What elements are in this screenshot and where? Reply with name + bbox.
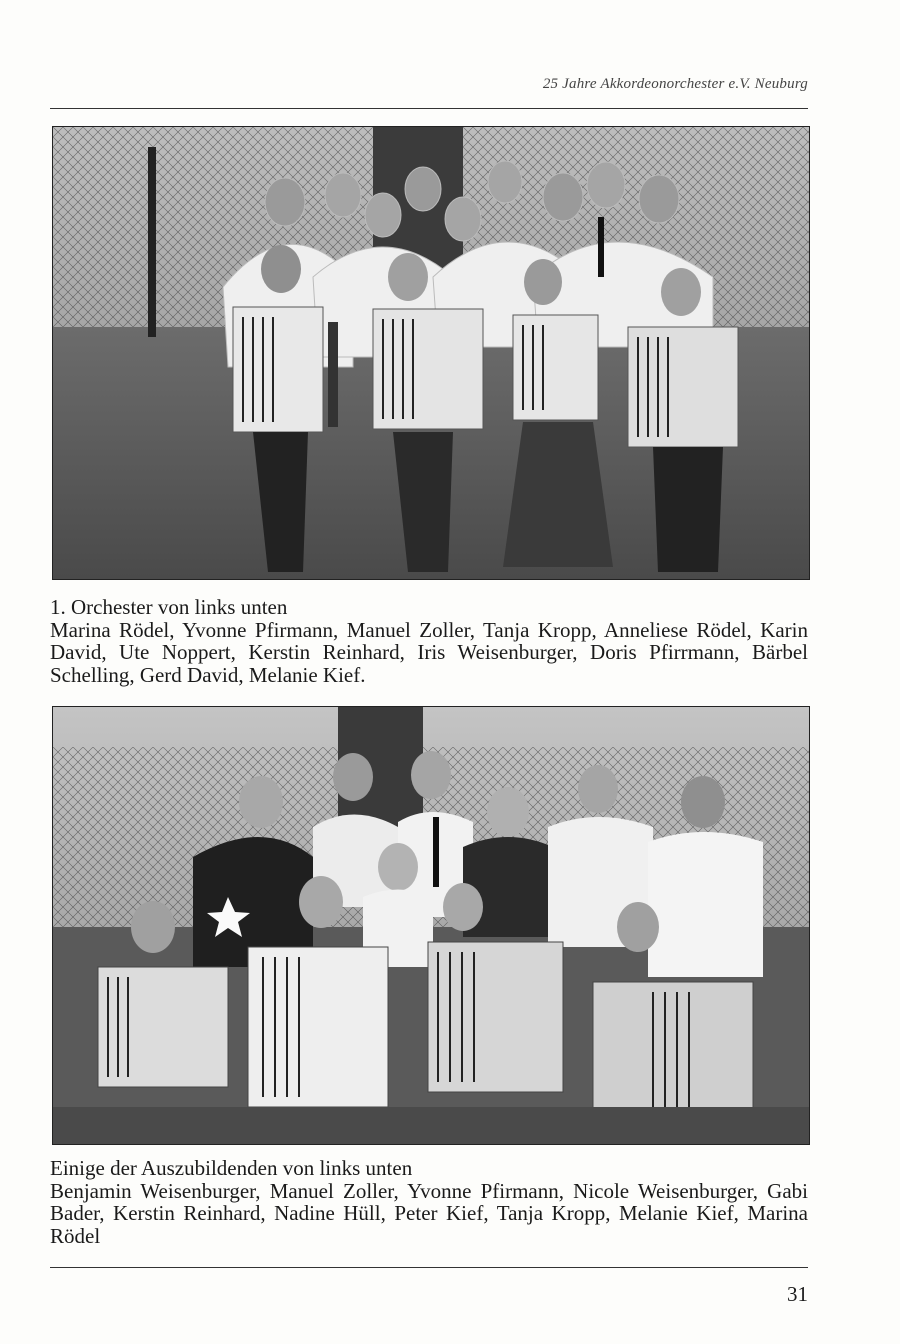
caption-title: 1. Orchester von links unten <box>50 595 288 619</box>
trainees-group-photo <box>52 706 810 1145</box>
orchestra-caption <box>50 596 808 686</box>
page-number: 31 <box>787 1282 808 1306</box>
caption-title: Einige der Auszubildenden von links unten <box>50 1156 413 1180</box>
running-header: 25 Jahre Akkordeonorchester e.V. Neuburg <box>542 76 808 92</box>
caption-names: Marina Rödel, Yvonne Pfirmann, Manuel Zoller, Tanja Kropp, Anneliese Rödel, Karin David, Ute Noppert, Kerstin Reinhard, Iris Weisenburger, Doris Pfirrmann, Bärbel Schelling, Gerd David, Melanie Kief. <box>50 617 808 687</box>
footer-rule <box>50 1267 808 1268</box>
trainees-caption <box>50 1157 808 1247</box>
header-rule <box>50 108 808 109</box>
orchestra-group-photo <box>52 126 810 580</box>
caption-names: Benjamin Weisenburger, Manuel Zoller, Yvonne Pfirmann, Nicole Weisenburger, Gabi Bader, Kerstin Reinhard, Nadine Hüll, Peter Kief, Tanja Kropp, Melanie Kief, Marina Rödel <box>50 1178 808 1248</box>
